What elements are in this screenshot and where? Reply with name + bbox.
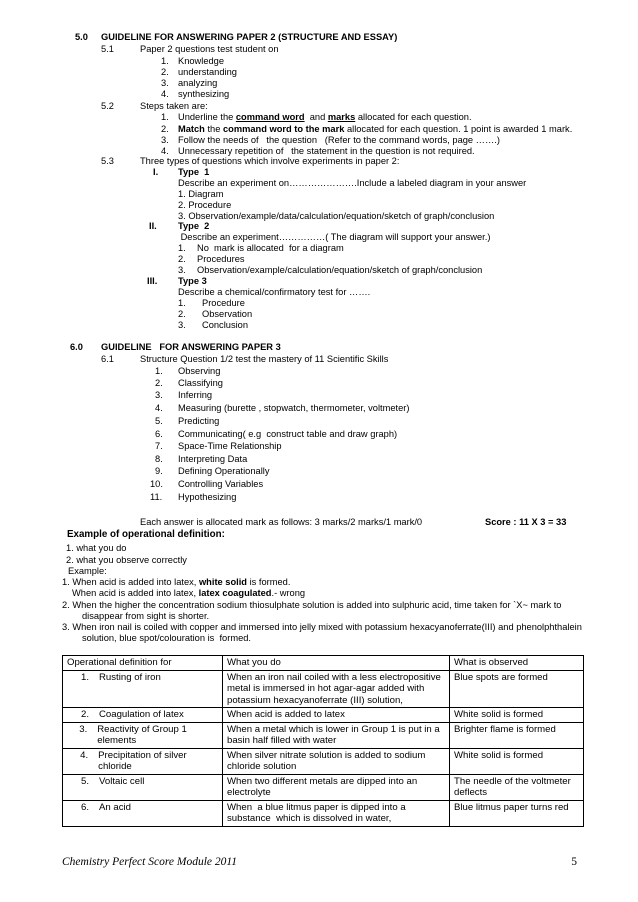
row-number: 2.	[80, 709, 89, 720]
list-number: 2.	[161, 67, 169, 77]
table-row	[63, 722, 584, 748]
list-number: 3.	[155, 390, 163, 400]
skill-item: Classifying	[178, 378, 223, 388]
row-number: 3.	[79, 723, 88, 735]
step-2-mid: the	[204, 124, 223, 134]
list-item: Procedures	[197, 254, 245, 264]
row-label: Voltaic cell	[99, 775, 145, 787]
list-number: 3.	[178, 265, 186, 275]
operational-definition-table	[62, 655, 584, 827]
table-cell	[63, 722, 223, 748]
skill-item: Inferring	[178, 390, 213, 400]
type-1-label: Type 1	[178, 167, 210, 177]
type-2-label: Type 2	[178, 221, 210, 231]
table-cell: White solid is formed	[450, 748, 584, 774]
type-1-desc: Describe an experiment on………………….Include a labeled diagram in your answer	[178, 178, 527, 188]
sub-6-1-number: 6.1	[101, 354, 114, 364]
sub-5-2-text: Steps taken are:	[140, 101, 208, 111]
sub-5-1-number: 5.1	[101, 44, 114, 54]
list-number: 4.	[161, 89, 169, 99]
table-cell	[63, 670, 223, 708]
row-label: Rusting of iron	[99, 671, 161, 683]
example-1b-pre: When acid is added into latex,	[72, 588, 199, 598]
list-item: 3. Observation/example/data/calculation/equation/sketch of graph/conclusion	[178, 211, 495, 221]
list-number: 9.	[155, 466, 163, 476]
list-number: 1.	[178, 243, 186, 253]
step-4: Unnecessary repetition of the statement in the question is not required.	[178, 146, 475, 156]
type-3-roman: III.	[147, 276, 158, 286]
opdef-line: 1. what you do	[66, 543, 127, 553]
list-number: 2.	[178, 309, 186, 319]
table-cell: When a blue litmus paper is dipped into a substance which is dissolved in water,	[223, 800, 450, 826]
table-cell	[63, 800, 223, 826]
footer-title: Chemistry Perfect Score Module 2011	[62, 856, 238, 868]
table-cell: Brighter flame is formed	[450, 722, 584, 748]
list-number: 7.	[155, 441, 163, 451]
sub-5-1-text: Paper 2 questions test student on	[140, 44, 279, 54]
command-word: command word	[235, 112, 305, 122]
row-label: Coagulation of latex	[99, 709, 184, 720]
table-row	[63, 800, 584, 826]
row-number: 6.	[80, 801, 89, 813]
list-number: 1.	[161, 112, 169, 122]
table-cell: When silver nitrate solution is added to sodium chloride solution	[223, 748, 450, 774]
list-number: 2.	[161, 124, 169, 134]
list-number: 5.	[155, 416, 163, 426]
row-label: Reactivity of Group 1 elements	[97, 723, 187, 746]
table-header: Operational definition for	[63, 656, 223, 671]
example-1-post: is formed.	[247, 577, 291, 587]
type-1-roman: I.	[153, 167, 159, 177]
list-item: No mark is allocated for a diagram	[197, 243, 344, 253]
section-6-number: 6.0	[70, 342, 83, 352]
table-cell	[63, 774, 223, 800]
list-number: 3.	[178, 320, 186, 330]
table-row	[63, 708, 584, 723]
example-1-wrong	[72, 588, 305, 599]
table-row	[63, 774, 584, 800]
example-1-pre: 1. When acid is added into latex,	[62, 577, 199, 587]
skill-item: Interpreting Data	[178, 454, 248, 464]
table-cell: Blue litmus paper turns red	[450, 800, 584, 826]
row-number: 1.	[80, 671, 89, 683]
list-number: 8.	[155, 454, 163, 464]
list-item: Knowledge	[178, 56, 225, 66]
skill-item: Predicting	[178, 416, 220, 426]
list-item: synthesizing	[178, 89, 230, 99]
example-2-cont: disappear from sight is shorter.	[82, 611, 210, 621]
table-cell: The needle of the voltmeter deflects	[450, 774, 584, 800]
table-row	[63, 748, 584, 774]
table-cell: When two different metals are dipped into an electrolyte	[223, 774, 450, 800]
section-6-title: GUIDELINE FOR ANSWERING PAPER 3	[101, 342, 281, 352]
list-number: 4.	[161, 146, 169, 156]
example-1b-post: .- wrong	[271, 588, 306, 598]
white-solid-text: white solid	[198, 577, 247, 587]
table-cell	[63, 708, 223, 723]
opdef-line: 2. what you observe correctly	[66, 555, 187, 565]
table-cell: Blue spots are formed	[450, 670, 584, 708]
list-item: Conclusion	[202, 320, 248, 330]
list-item: 2. Procedure	[178, 200, 232, 210]
sub-5-2-number: 5.2	[101, 101, 114, 111]
example-2: 2. When the higher the concentration sodium thiosulphate solution is added into sulphuric acid, time taken for `X~ mark to	[62, 600, 562, 610]
list-number: 3.	[161, 135, 169, 145]
section-5-title: GUIDELINE FOR ANSWERING PAPER 2 (STRUCTURE AND ESSAY)	[101, 32, 398, 42]
table-header: What you do	[223, 656, 450, 671]
list-item: Observation/example/calculation/equation/sketch of graph/conclusion	[197, 265, 483, 275]
list-number: 3.	[161, 78, 169, 88]
opdef-line: Example:	[68, 566, 107, 576]
sub-5-3-number: 5.3	[101, 156, 114, 166]
step-3: Follow the needs of the question (Refer to the command words, page …….)	[178, 135, 500, 145]
table-cell	[63, 748, 223, 774]
skill-item: Observing	[178, 366, 221, 376]
row-number: 4.	[80, 749, 89, 761]
command-word-to-mark: command word to the mark	[222, 124, 345, 134]
skill-item: Measuring (burette , stopwatch, thermometer, voltmeter)	[178, 403, 410, 413]
type-3-desc: Describe a chemical/confirmatory test for …….	[178, 287, 371, 297]
example-3-cont: solution, blue spot/colouration is formed.	[82, 633, 251, 643]
table-cell: When acid is added to latex	[223, 708, 450, 723]
marks-word: marks	[327, 112, 356, 122]
type-2-roman: II.	[149, 221, 157, 231]
skill-item: Space-Time Relationship	[178, 441, 282, 451]
skill-item: Defining Operationally	[178, 466, 270, 476]
sub-5-3-text: Three types of questions which involve experiments in paper 2:	[140, 156, 400, 166]
match-word: Match	[178, 124, 205, 134]
list-number: 2.	[155, 378, 163, 388]
list-number: 1.	[178, 298, 186, 308]
latex-coagulated-text: latex coagulated	[198, 588, 272, 598]
step-1-mid: and	[304, 112, 328, 122]
list-number: 4.	[155, 403, 163, 413]
list-item: analyzing	[178, 78, 218, 88]
mark-allocation: Each answer is allocated mark as follows: 3 marks/2 marks/1 mark/0	[140, 517, 423, 527]
score-text: Score : 11 X 3 = 33	[485, 517, 567, 527]
row-label: An acid	[99, 801, 131, 813]
step-1	[178, 112, 472, 123]
step-2-post: allocated for each question. 1 point is awarded 1 mark.	[344, 124, 573, 134]
page-footer	[62, 855, 577, 869]
skill-item: Communicating( e.g construct table and draw graph)	[178, 429, 398, 439]
table-header: What is observed	[450, 656, 584, 671]
table-cell: When a metal which is lower in Group 1 is put in a basin half filled with water	[223, 722, 450, 748]
list-number: 1.	[155, 366, 163, 376]
table-header-row	[63, 656, 584, 671]
opdef-heading: Example of operational definition:	[67, 529, 225, 540]
row-number: 5.	[80, 775, 89, 787]
table-cell: When an iron nail coiled with a less electropositive metal is immersed in hot agar-agar added with potassium hexacyanoferrate (III) solution,	[223, 670, 450, 708]
example-1	[62, 577, 290, 588]
type-2-desc: Describe an experiment……………( The diagram will support your answer.)	[178, 232, 491, 242]
list-number: 10.	[150, 479, 163, 489]
table-row	[63, 670, 584, 708]
skill-item: Hypothesizing	[178, 492, 237, 502]
page-number: 5	[571, 856, 577, 868]
skill-item: Controlling Variables	[178, 479, 264, 489]
step-1-post: allocated for each question.	[355, 112, 472, 122]
example-3: 3. When iron nail is coiled with copper and immersed into jelly mixed with potassium hexacyanoferrate(III) and phenolphthalein	[62, 622, 582, 632]
list-number: 1.	[161, 56, 169, 66]
list-number: 6.	[155, 429, 163, 439]
list-item: 1. Diagram	[178, 189, 224, 199]
step-2	[178, 124, 572, 135]
sub-6-1-text: Structure Question 1/2 test the mastery of 11 Scientific Skills	[140, 354, 389, 364]
table-cell: White solid is formed	[450, 708, 584, 723]
type-3-label: Type 3	[178, 276, 207, 286]
list-number: 11.	[150, 492, 163, 502]
list-number: 2.	[178, 254, 186, 264]
step-1-pre: Underline the	[178, 112, 236, 122]
list-item: Observation	[202, 309, 253, 319]
section-5-number: 5.0	[75, 32, 88, 42]
row-label: Precipitation of silver chloride	[98, 749, 187, 772]
list-item: understanding	[178, 67, 237, 77]
list-item: Procedure	[202, 298, 245, 308]
